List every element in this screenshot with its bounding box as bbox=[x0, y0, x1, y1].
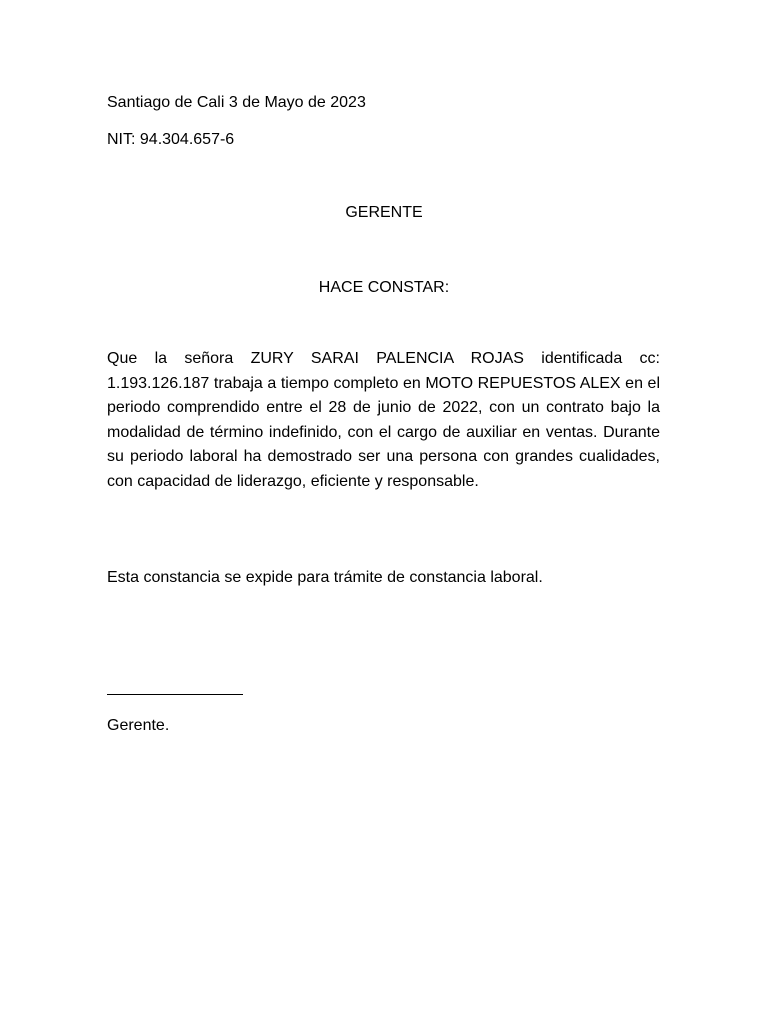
nit-number: NIT: 94.304.657-6 bbox=[107, 131, 235, 148]
certify-heading: HACE CONSTAR: bbox=[318, 279, 450, 296]
certification-body: Que la señora ZURY SARAI PALENCIA ROJAS identificada cc: 1.193.126.187 trabaja a tiempo completo en MOTO REPUESTOS ALEX en el periodo comprendido entre el 28 de junio de 2022, con un contrato bajo la modalidad de término indefinido, con el cargo de auxiliar en ventas. Durante su periodo laboral ha demostrado ser una persona con grandes cualidades, con capacidad de liderazgo, eficiente y responsable. bbox=[107, 350, 660, 490]
place-date: Santiago de Cali 3 de Mayo de 2023 bbox=[107, 94, 366, 111]
signature-title: Gerente. bbox=[107, 717, 170, 734]
signature-line bbox=[107, 694, 243, 695]
purpose-statement: Esta constancia se expide para trámite de constancia laboral. bbox=[107, 569, 543, 586]
role-heading: GERENTE bbox=[345, 204, 423, 221]
